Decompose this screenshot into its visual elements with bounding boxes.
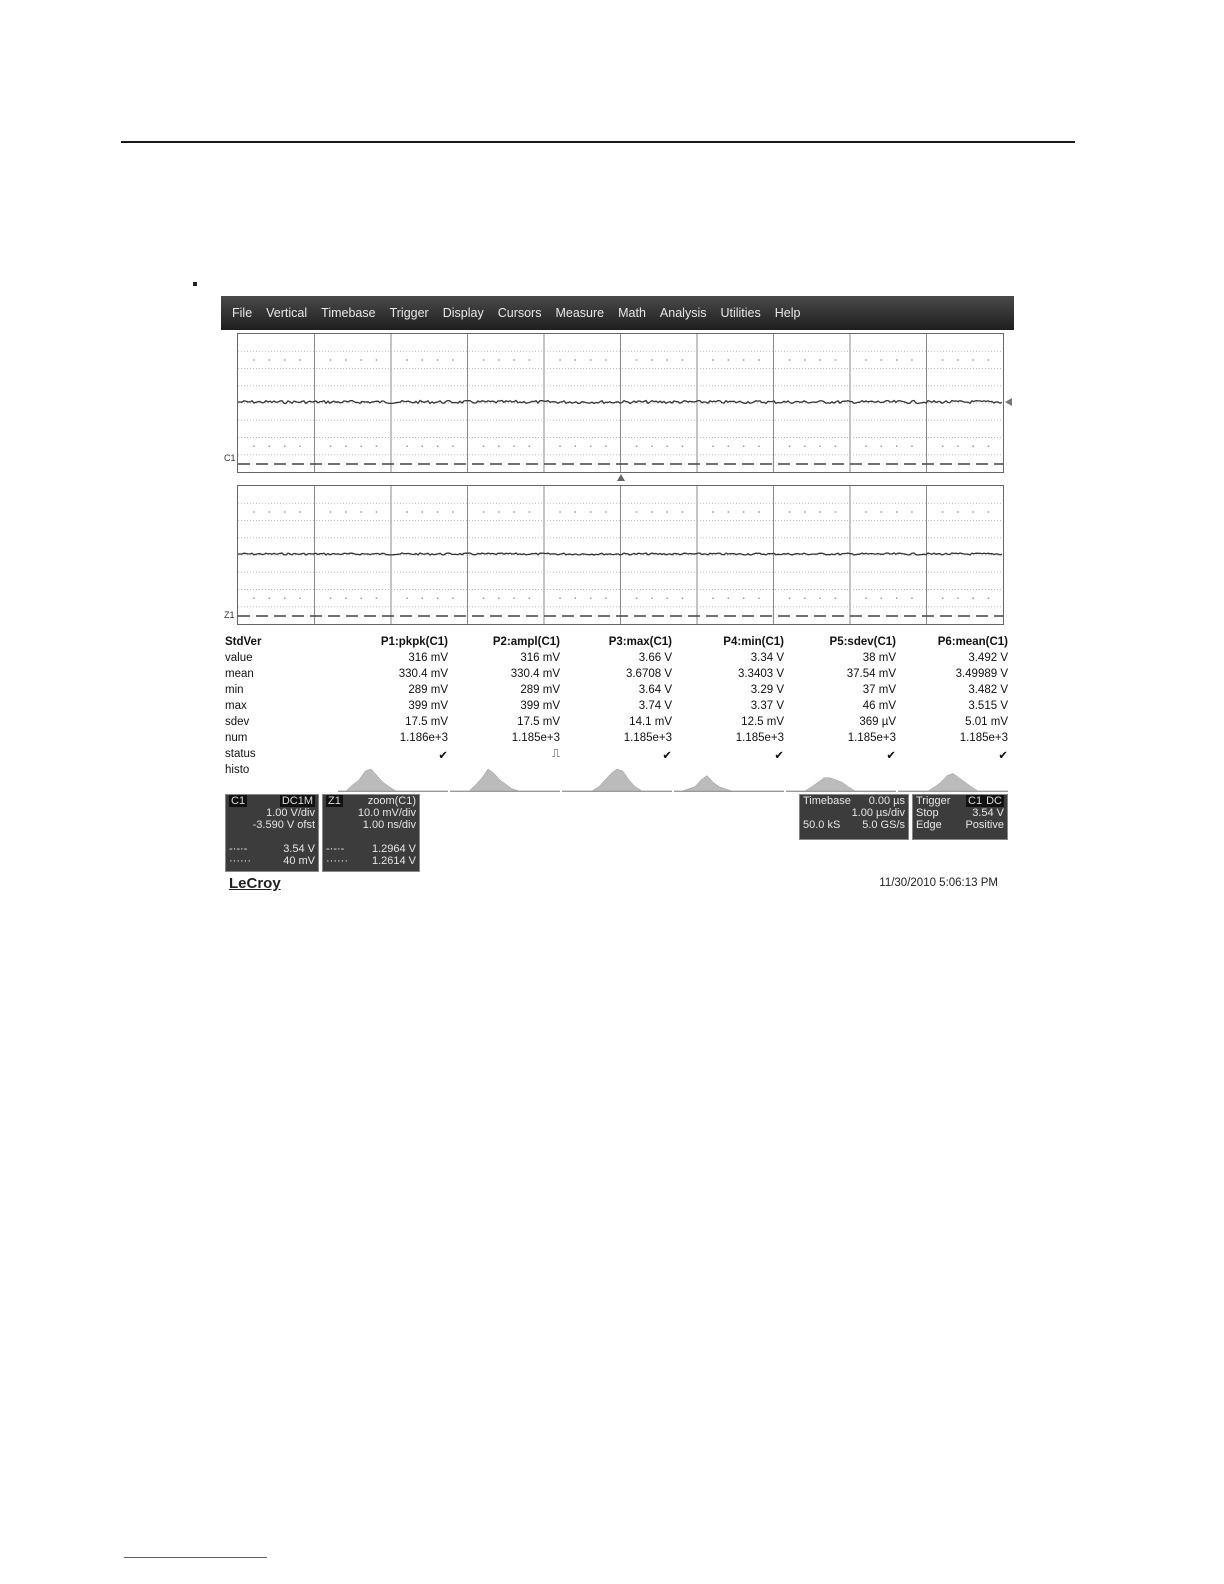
grid-dot: [269, 598, 271, 600]
grid-dot: [483, 598, 485, 600]
cell: 399 mV: [408, 700, 448, 712]
grid-dot: [437, 446, 439, 448]
grid-dot: [789, 359, 791, 361]
grid-dot: [284, 446, 286, 448]
row-sdev: [225, 716, 1009, 732]
grid-dot: [284, 598, 286, 600]
grid-dot: [835, 446, 837, 448]
grid-dot: [835, 598, 837, 600]
grid-dot: [559, 359, 561, 361]
grid-dot: [743, 359, 745, 361]
cell: 289 mV: [408, 684, 448, 696]
grid-dot: [559, 598, 561, 600]
cell: 3.34 V: [750, 652, 784, 664]
grid-dot: [636, 511, 638, 513]
z1-title: zoom(C1): [367, 795, 416, 807]
grid-dot: [529, 511, 531, 513]
row-label: sdev: [225, 716, 250, 728]
grid-dot: [682, 446, 684, 448]
grid-dot: [406, 446, 408, 448]
grid-dot: [483, 511, 485, 513]
grid-dot: [299, 446, 301, 448]
histogram: [786, 778, 896, 791]
grid-dot: [957, 446, 959, 448]
grid-dot: [437, 598, 439, 600]
row-label: num: [225, 732, 248, 744]
lecroy-logo: LeCroy: [229, 875, 281, 892]
cell: 37 mV: [862, 684, 896, 696]
grid-dot: [452, 511, 454, 513]
histogram-strip: [225, 764, 1009, 794]
grid-dot: [636, 359, 638, 361]
grid-dot: [712, 446, 714, 448]
trigger-level-marker: [1005, 398, 1012, 406]
menu-math[interactable]: Math: [618, 306, 646, 320]
grid-dot: [712, 359, 714, 361]
grid-dot: [590, 511, 592, 513]
z1-cursor2: 1.2614 V: [371, 855, 416, 867]
measurement-table: [225, 636, 1009, 794]
grid-dot: [651, 598, 653, 600]
grid-dot: [513, 359, 515, 361]
status-pulse-icon: ⎍: [551, 748, 560, 760]
grid-dot: [942, 446, 944, 448]
grid-dot: [957, 511, 959, 513]
menu-analysis[interactable]: Analysis: [659, 306, 707, 320]
trigger-source: C1: [968, 795, 983, 807]
col-header-p5[interactable]: P5:sdev(C1): [829, 636, 896, 648]
z1-tag: Z1: [328, 795, 341, 807]
grid-dot: [513, 598, 515, 600]
cursor-dotted-icon: ······: [326, 855, 348, 867]
grid-dot: [942, 511, 944, 513]
menu-vertical[interactable]: Vertical: [266, 306, 308, 320]
grid-dot: [605, 359, 607, 361]
row-label: min: [225, 684, 244, 696]
grid-dot: [422, 511, 424, 513]
grid-dot: [666, 511, 668, 513]
cell: 330.4 mV: [398, 668, 448, 680]
grid-dot: [804, 446, 806, 448]
grid-dot: [911, 598, 913, 600]
grid-dot: [590, 446, 592, 448]
menu-measure[interactable]: Measure: [555, 306, 605, 320]
grid-dot: [972, 446, 974, 448]
cell: 1.186e+3: [399, 732, 448, 744]
c1-vdiv: 1.00 V/div: [266, 807, 315, 819]
z1-vdiv: 10.0 mV/div: [357, 807, 416, 819]
row-value: [225, 652, 1009, 668]
c1-channel-panel[interactable]: [225, 794, 319, 872]
grid-dot: [360, 511, 362, 513]
grid-dot: [804, 359, 806, 361]
grid-dot: [881, 446, 883, 448]
grid-dot: [345, 446, 347, 448]
grid-dot: [988, 446, 990, 448]
grid-dot: [253, 598, 255, 600]
grid-dot: [406, 511, 408, 513]
trigger-coupling: DC: [986, 795, 1002, 807]
timebase-title: Timebase: [803, 795, 851, 807]
grid-dot: [253, 511, 255, 513]
grid-dot: [483, 446, 485, 448]
c1-offset: -3.590 V ofst: [252, 819, 315, 831]
c1-coupling: DC1M: [281, 795, 313, 807]
cell: 3.3403 V: [737, 668, 784, 680]
cell: 37.54 mV: [846, 668, 896, 680]
menu-utilities[interactable]: Utilities: [720, 306, 761, 320]
c1-waveform-grid[interactable]: [237, 333, 1004, 473]
cell: 17.5 mV: [405, 716, 448, 728]
z1-zoom-panel[interactable]: [322, 794, 420, 872]
histogram: [450, 769, 560, 791]
grid-dot: [865, 598, 867, 600]
grid-dot: [360, 446, 362, 448]
grid-dot: [269, 446, 271, 448]
grid-dot: [881, 598, 883, 600]
timebase-samples: 50.0 kS: [803, 819, 841, 831]
grid-dot: [666, 598, 668, 600]
row-mean: [225, 668, 1009, 684]
grid-dot: [758, 359, 760, 361]
cell: 1.185e+3: [847, 732, 896, 744]
grid-dot: [651, 359, 653, 361]
grid-dot: [422, 446, 424, 448]
row-max: [225, 700, 1009, 716]
grid-dot: [881, 359, 883, 361]
cell: 3.66 V: [638, 652, 672, 664]
grid-dot: [651, 511, 653, 513]
grid-dot: [911, 511, 913, 513]
grid-dot: [422, 359, 424, 361]
grid-dot: [865, 511, 867, 513]
grid-dot: [758, 446, 760, 448]
status-check-icon: ✔: [774, 750, 784, 762]
cell: 14.1 mV: [629, 716, 672, 728]
cursor-dashdot-icon: -·-·-: [229, 843, 248, 855]
grid-dot: [972, 598, 974, 600]
grid-dot: [972, 359, 974, 361]
z1-grid-svg: [238, 486, 1003, 624]
cell: 1.185e+3: [623, 732, 672, 744]
grid-dot: [865, 446, 867, 448]
cell: 3.515 V: [968, 700, 1008, 712]
col-header-p1[interactable]: P1:pkpk(C1): [380, 636, 448, 648]
grid-dot: [682, 511, 684, 513]
grid-dot: [605, 446, 607, 448]
grid-dot: [636, 446, 638, 448]
grid-dot: [345, 511, 347, 513]
grid-dot: [452, 446, 454, 448]
grid-dot: [498, 359, 500, 361]
grid-dot: [804, 598, 806, 600]
grid-dot: [513, 446, 515, 448]
col-header-p3[interactable]: P3:max(C1): [608, 636, 672, 648]
grid-dot: [728, 446, 730, 448]
cell: 17.5 mV: [517, 716, 560, 728]
trigger-position-marker: [617, 474, 625, 481]
menu-file[interactable]: File: [232, 306, 253, 320]
row-label: histo: [225, 764, 250, 776]
row-num: [225, 732, 1009, 748]
grid-dot: [666, 446, 668, 448]
grid-dot: [590, 359, 592, 361]
cell: 3.6708 V: [625, 668, 672, 680]
grid-dot: [712, 598, 714, 600]
grid-dot: [559, 511, 561, 513]
grid-dot: [529, 446, 531, 448]
grid-dot: [743, 598, 745, 600]
c1-trace-label: C1: [224, 453, 236, 463]
grid-dot: [529, 598, 531, 600]
cell: 1.185e+3: [735, 732, 784, 744]
grid-dot: [896, 511, 898, 513]
timebase-tdiv: 1.00 µs/div: [851, 807, 905, 819]
grid-dot: [269, 511, 271, 513]
grid-dot: [911, 446, 913, 448]
grid-dot: [758, 511, 760, 513]
grid-dot: [819, 598, 821, 600]
grid-dot: [896, 359, 898, 361]
grid-dot: [575, 511, 577, 513]
grid-dot: [605, 511, 607, 513]
cell: 330.4 mV: [510, 668, 560, 680]
grid-dot: [651, 446, 653, 448]
grid-dot: [330, 359, 332, 361]
grid-dot: [682, 359, 684, 361]
grid-dot: [376, 511, 378, 513]
grid-dot: [575, 446, 577, 448]
cell: 3.492 V: [968, 652, 1008, 664]
cell: 3.29 V: [750, 684, 784, 696]
cursor-dashdot-icon: -·-·-: [326, 843, 345, 855]
cell: 369 µV: [859, 716, 896, 728]
cell: 3.49989 V: [955, 668, 1008, 680]
row-label: max: [225, 700, 247, 712]
cell: 38 mV: [862, 652, 896, 664]
timestamp: 11/30/2010 5:06:13 PM: [879, 877, 998, 889]
grid-dot: [422, 598, 424, 600]
grid-dot: [360, 359, 362, 361]
measurement-header-row: [225, 636, 1009, 652]
menu-display[interactable]: Display: [442, 306, 484, 320]
grid-dot: [728, 359, 730, 361]
c1-grid-svg: [238, 334, 1003, 472]
z1-zoom-grid[interactable]: [237, 485, 1004, 625]
grid-dot: [559, 446, 561, 448]
menu-help[interactable]: Help: [774, 306, 801, 320]
histogram: [674, 776, 784, 791]
grid-dot: [483, 359, 485, 361]
status-check-icon: ✔: [438, 750, 448, 762]
col-header-p4[interactable]: P4:min(C1): [723, 636, 784, 648]
c1-cursor2: 40 mV: [283, 855, 315, 867]
row-label: value: [225, 652, 253, 664]
grid-dot: [881, 511, 883, 513]
grid-dot: [743, 511, 745, 513]
grid-dot: [666, 359, 668, 361]
grid-dot: [819, 446, 821, 448]
grid-dot: [345, 598, 347, 600]
cell: 3.482 V: [968, 684, 1008, 696]
cell: 316 mV: [408, 652, 448, 664]
col-header-p2[interactable]: P2:ampl(C1): [492, 636, 560, 648]
grid-dot: [789, 598, 791, 600]
grid-dot: [498, 446, 500, 448]
grid-dot: [957, 359, 959, 361]
grid-dot: [406, 359, 408, 361]
grid-dot: [819, 511, 821, 513]
cursor-dotted-icon: ······: [229, 855, 251, 867]
grid-dot: [406, 598, 408, 600]
grid-dot: [942, 598, 944, 600]
grid-dot: [835, 359, 837, 361]
cell: 1.185e+3: [511, 732, 560, 744]
menu-timebase[interactable]: Timebase: [321, 306, 376, 320]
grid-dot: [865, 359, 867, 361]
grid-dot: [330, 446, 332, 448]
grid-dot: [253, 446, 255, 448]
histogram: [562, 769, 672, 791]
grid-dot: [360, 598, 362, 600]
grid-dot: [284, 511, 286, 513]
z1-tdiv: 1.00 ns/div: [362, 819, 416, 831]
grid-dot: [376, 359, 378, 361]
bullet-mark: [193, 282, 197, 286]
grid-dot: [605, 598, 607, 600]
grid-dot: [743, 446, 745, 448]
grid-dot: [452, 598, 454, 600]
row-label: mean: [225, 668, 254, 680]
grid-dot: [299, 359, 301, 361]
row-status: [225, 748, 1009, 764]
trigger-slope: Positive: [965, 819, 1004, 831]
grid-dot: [269, 359, 271, 361]
grid-dot: [988, 359, 990, 361]
grid-dot: [452, 359, 454, 361]
grid-dot: [789, 511, 791, 513]
c1-tag: C1: [231, 795, 246, 807]
cell: 399 mV: [520, 700, 560, 712]
cell: 12.5 mV: [741, 716, 784, 728]
grid-dot: [513, 511, 515, 513]
cell: 3.37 V: [750, 700, 784, 712]
grid-dot: [682, 598, 684, 600]
timebase-panel[interactable]: [799, 794, 909, 840]
grid-dot: [728, 598, 730, 600]
top-rule: [121, 141, 1075, 143]
trigger-panel[interactable]: [912, 794, 1008, 840]
histogram: [898, 773, 1008, 791]
grid-dot: [345, 359, 347, 361]
cell: 3.64 V: [638, 684, 672, 696]
z1-cursor1: 1.2964 V: [371, 843, 416, 855]
grid-dot: [896, 446, 898, 448]
grid-dot: [498, 598, 500, 600]
cell: 46 mV: [862, 700, 896, 712]
row-histo: [225, 764, 1009, 794]
grid-dot: [911, 359, 913, 361]
grid-dot: [437, 511, 439, 513]
grid-dot: [636, 598, 638, 600]
cell: 1.185e+3: [959, 732, 1008, 744]
grid-dot: [804, 511, 806, 513]
grid-dot: [437, 359, 439, 361]
grid-dot: [758, 598, 760, 600]
grid-dot: [590, 598, 592, 600]
grid-dot: [819, 359, 821, 361]
timebase-delay: 0.00 µs: [868, 795, 905, 807]
row-label: status: [225, 748, 256, 760]
grid-dot: [330, 511, 332, 513]
grid-dot: [376, 598, 378, 600]
grid-dot: [284, 359, 286, 361]
grid-dot: [498, 511, 500, 513]
trigger-type: Edge: [916, 819, 942, 831]
cell: 3.74 V: [638, 700, 672, 712]
c1-cursor1: 3.54 V: [283, 843, 315, 855]
menu-cursors[interactable]: Cursors: [497, 306, 542, 320]
status-check-icon: ✔: [662, 750, 672, 762]
grid-dot: [529, 359, 531, 361]
status-check-icon: ✔: [998, 750, 1008, 762]
grid-dot: [728, 511, 730, 513]
cell: 316 mV: [520, 652, 560, 664]
histogram: [338, 769, 448, 791]
grid-dot: [988, 598, 990, 600]
col-header-p6[interactable]: P6:mean(C1): [937, 636, 1008, 648]
cell: 5.01 mV: [965, 716, 1008, 728]
row-min: [225, 684, 1009, 700]
grid-dot: [896, 598, 898, 600]
grid-dot: [299, 598, 301, 600]
grid-dot: [835, 511, 837, 513]
grid-dot: [330, 598, 332, 600]
grid-dot: [712, 511, 714, 513]
grid-dot: [789, 446, 791, 448]
trigger-title: Trigger: [916, 795, 951, 807]
trigger-mode: Stop: [916, 807, 939, 819]
header-label: StdVer: [225, 636, 262, 648]
grid-dot: [972, 511, 974, 513]
grid-dot: [942, 359, 944, 361]
grid-dot: [957, 598, 959, 600]
grid-dot: [376, 446, 378, 448]
trigger-level: 3.54 V: [972, 807, 1004, 819]
grid-dot: [575, 359, 577, 361]
cell: 289 mV: [520, 684, 560, 696]
timebase-rate: 5.0 GS/s: [862, 819, 905, 831]
grid-dot: [299, 511, 301, 513]
menu-trigger[interactable]: Trigger: [389, 306, 429, 320]
grid-dot: [253, 359, 255, 361]
status-check-icon: ✔: [886, 750, 896, 762]
menu-bar: [221, 296, 1014, 330]
footnote-rule: [124, 1557, 267, 1558]
z1-trace-label: Z1: [224, 610, 235, 620]
oscilloscope-screenshot: [221, 296, 1014, 896]
grid-dot: [988, 511, 990, 513]
grid-dot: [575, 598, 577, 600]
